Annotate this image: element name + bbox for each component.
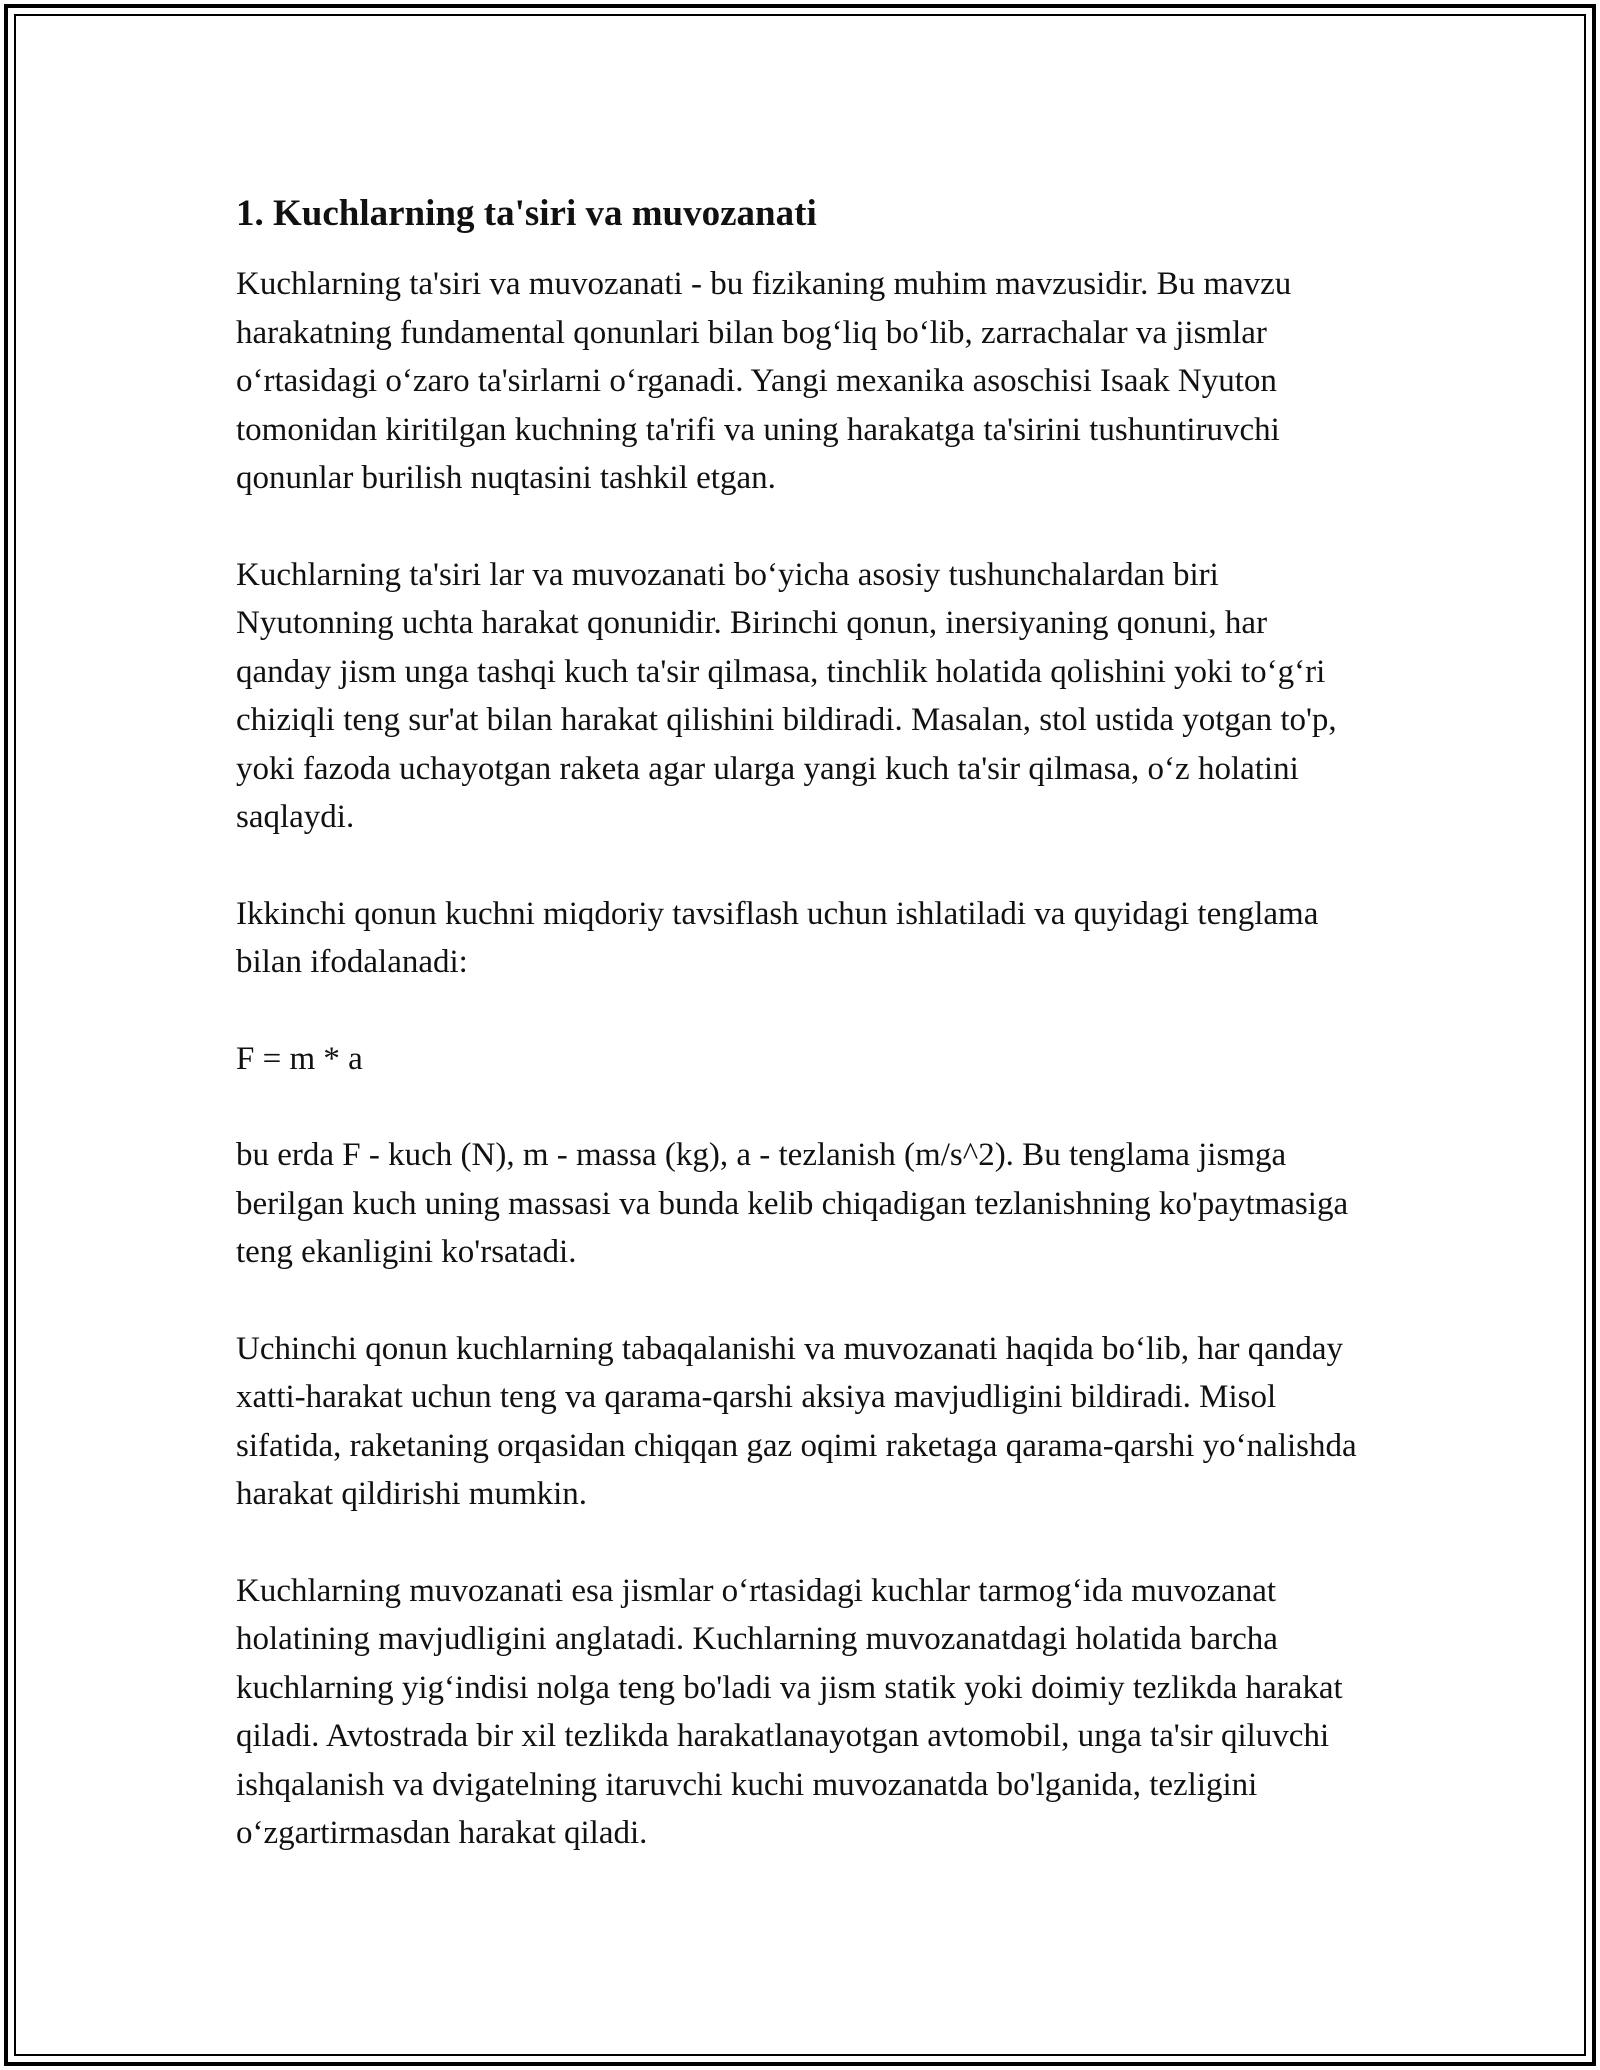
paragraph-third-law: Uchinchi qonun kuchlarning tabaqalanishi va muvozanati haqida bo‘lib, har qanday xatti-harakat uchun teng va qarama-qarshi aksiya mavjudligini bildiradi. Misol sifatida, raketaning orqasidan chiqqan gaz oqimi raketaga qarama-qarshi yo‘nalishda harakat qildirishi mumkin. [236, 1330, 1357, 1512]
paragraph-first-law: Kuchlarning ta'siri lar va muvozanati bo‘yicha asosiy tushunchalardan biri Nyutonning uchta harakat qonunidir. Birinchi qonun, inersiyaning qonuni, har qanday jism unga tashqi kuch ta'sir qilmasa, tinchlik holatida qolishini yoki to‘g‘ri chiziqli teng sur'at bilan harakat qilishini bildiradi. Masalan, stol ustida yotgan to'p, yoki fazoda uchayotgan raketa agar ularga yangi kuch ta'sir qilmasa, o‘z holatini saqlaydi. [236, 556, 1337, 835]
document-body [236, 188, 1366, 1906]
paragraph-equation-explanation: bu erda F - kuch (N), m - massa (kg), a - tezlanish (m/s^2). Bu tenglama jismga berilgan kuch uning massasi va bunda kelib chiqadigan tezlanishning ko'paytmasiga teng ekanligini ko'rsatadi. [236, 1137, 1349, 1270]
paragraph-intro: Kuchlarning ta'siri va muvozanati - bu fizikaning muhim mavzusidir. Bu mavzu harakatning fundamental qonunlari bilan bog‘liq bo‘lib, zarrachalar va jismlar o‘rtasidagi o‘zaro ta'sirlarni o‘rganadi. Yangi mexanika asoschisi Isaak Nyuton tomonidan kiritilgan kuchning ta'rifi va uning harakatga ta'sirini tushuntiruvchi qonunlar burilish nuqtasini tashkil etgan. [236, 266, 1292, 496]
equation-line: F = m * a [236, 1040, 363, 1077]
paragraph-equilibrium: Kuchlarning muvozanati esa jismlar o‘rtasidagi kuchlar tarmog‘ida muvozanat holatining mavjudligini anglatadi. Kuchlarning muvozanatdagi holatida barcha kuchlarning yig‘indisi nolga teng bo'ladi va jism statik yoki doimiy tezlikda harakat qiladi. Avtostrada bir xil tezlikda harakatlanayotgan avtomobil, unga ta'sir qiluvchi ishqalanish va dvigatelning itaruvchi kuchi muvozanatda bo'lganida, tezligini o‘zgartirmasdan harakat qiladi. [236, 1572, 1343, 1851]
section-heading: 1. Kuchlarning ta'siri va muvozanati [236, 193, 817, 234]
paragraph-second-law: Ikkinchi qonun kuchni miqdoriy tavsiflash uchun ishlatiladi va quyidagi tenglama bilan ifodalanadi: [236, 895, 1319, 980]
